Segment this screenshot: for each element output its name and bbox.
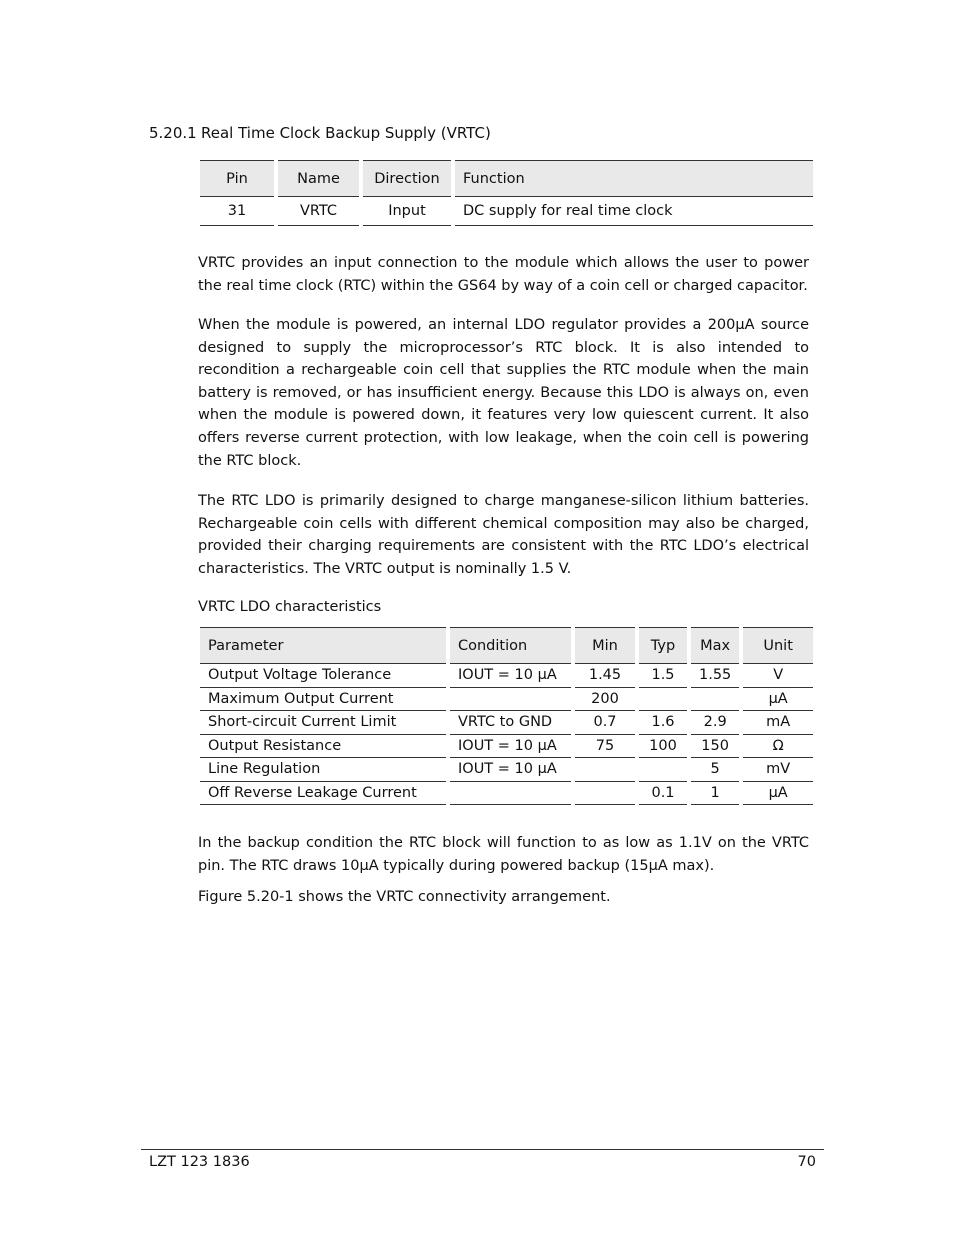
cell-unit: mV (743, 758, 813, 782)
table-row (200, 782, 813, 806)
cell-parameter: Line Regulation (200, 758, 446, 782)
cell-parameter: Short-circuit Current Limit (200, 711, 446, 735)
paragraph-2: When the module is powered, an internal LDO regulator provides a 200µA source designed to supply the microprocessor’s RTC block. It is also intended to recondition a rechargeable coin cell that supplies the RTC module when the main battery is removed, or has insufficient energy. Because this LDO is always on, even when the module is powered down, it features very low quiescent current. It also offers reverse current protection, with low leakage, when the coin cell is powering the RTC block. (198, 317, 809, 469)
cell-condition (450, 688, 571, 712)
header-parameter: Parameter (200, 627, 446, 664)
cell-max: 1 (691, 782, 739, 806)
cell-max: 1.55 (691, 664, 739, 688)
cell-condition: IOUT = 10 µA (450, 664, 571, 688)
paragraph-3: The RTC LDO is primarily designed to charge manganese-silicon lithium batteries. Rechargeable coin cells with different chemical composition may also be charged, provided their charging requirements are consistent with the RTC LDO’s electrical characteristics. The VRTC output is nominally 1.5 V. (198, 493, 809, 577)
cell-max (691, 688, 739, 712)
paragraph-4: In the backup condition the RTC block will function to as low as 1.1V on the VRTC pin. The RTC draws 10µA typically during powered backup (15µA max). (198, 835, 809, 874)
cell-condition: IOUT = 10 µA (450, 758, 571, 782)
cell-min: 200 (575, 688, 635, 712)
cell-parameter: Output Voltage Tolerance (200, 664, 446, 688)
section-title: Real Time Clock Backup Supply (VRTC) (201, 124, 491, 142)
cell-pin: 31 (200, 197, 274, 226)
cell-min (575, 758, 635, 782)
paragraph-5: Figure 5.20-1 shows the VRTC connectivity arrangement. (198, 889, 611, 905)
cell-direction: Input (363, 197, 451, 226)
table-row (200, 735, 813, 759)
table-row (200, 664, 813, 688)
paragraph-1: VRTC provides an input connection to the module which allows the user to power the real time clock (RTC) within the GS64 by way of a coin cell or charged capacitor. (198, 255, 809, 294)
cell-unit: µA (743, 782, 813, 806)
cell-parameter: Off Reverse Leakage Current (200, 782, 446, 806)
cell-max: 150 (691, 735, 739, 759)
cell-parameter: Maximum Output Current (200, 688, 446, 712)
ldo-table-header-row (200, 627, 813, 664)
cell-typ (639, 758, 687, 782)
footer-doc-number: LZT 123 1836 (149, 1154, 250, 1170)
cell-typ: 0.1 (639, 782, 687, 806)
header-unit: Unit (743, 627, 813, 664)
cell-condition: IOUT = 10 µA (450, 735, 571, 759)
cell-condition (450, 782, 571, 806)
ldo-characteristics-table (196, 627, 817, 805)
section-heading (149, 124, 491, 142)
cell-typ: 100 (639, 735, 687, 759)
header-typ: Typ (639, 627, 687, 664)
section-number: 5.20.1 (149, 124, 197, 142)
table-row (200, 688, 813, 712)
cell-unit: Ω (743, 735, 813, 759)
cell-min (575, 782, 635, 806)
cell-unit: V (743, 664, 813, 688)
cell-condition: VRTC to GND (450, 711, 571, 735)
header-condition: Condition (450, 627, 571, 664)
cell-typ: 1.5 (639, 664, 687, 688)
cell-name: VRTC (278, 197, 359, 226)
cell-function: DC supply for real time clock (455, 197, 813, 226)
header-max: Max (691, 627, 739, 664)
header-direction: Direction (363, 160, 451, 197)
footer-page-number: 70 (797, 1154, 816, 1170)
table-row (200, 758, 813, 782)
table-caption: VRTC LDO characteristics (198, 599, 382, 615)
cell-min: 75 (575, 735, 635, 759)
cell-typ (639, 688, 687, 712)
pin-table-header-row (200, 160, 813, 197)
cell-max: 2.9 (691, 711, 739, 735)
cell-unit: µA (743, 688, 813, 712)
header-min: Min (575, 627, 635, 664)
cell-parameter: Output Resistance (200, 735, 446, 759)
cell-min: 1.45 (575, 664, 635, 688)
table-row (200, 197, 813, 226)
cell-unit: mA (743, 711, 813, 735)
header-pin: Pin (200, 160, 274, 197)
header-function: Function (455, 160, 813, 197)
cell-min: 0.7 (575, 711, 635, 735)
table-row (200, 711, 813, 735)
pin-table (196, 160, 817, 226)
header-name: Name (278, 160, 359, 197)
footer-divider (141, 1149, 824, 1150)
cell-typ: 1.6 (639, 711, 687, 735)
cell-max: 5 (691, 758, 739, 782)
